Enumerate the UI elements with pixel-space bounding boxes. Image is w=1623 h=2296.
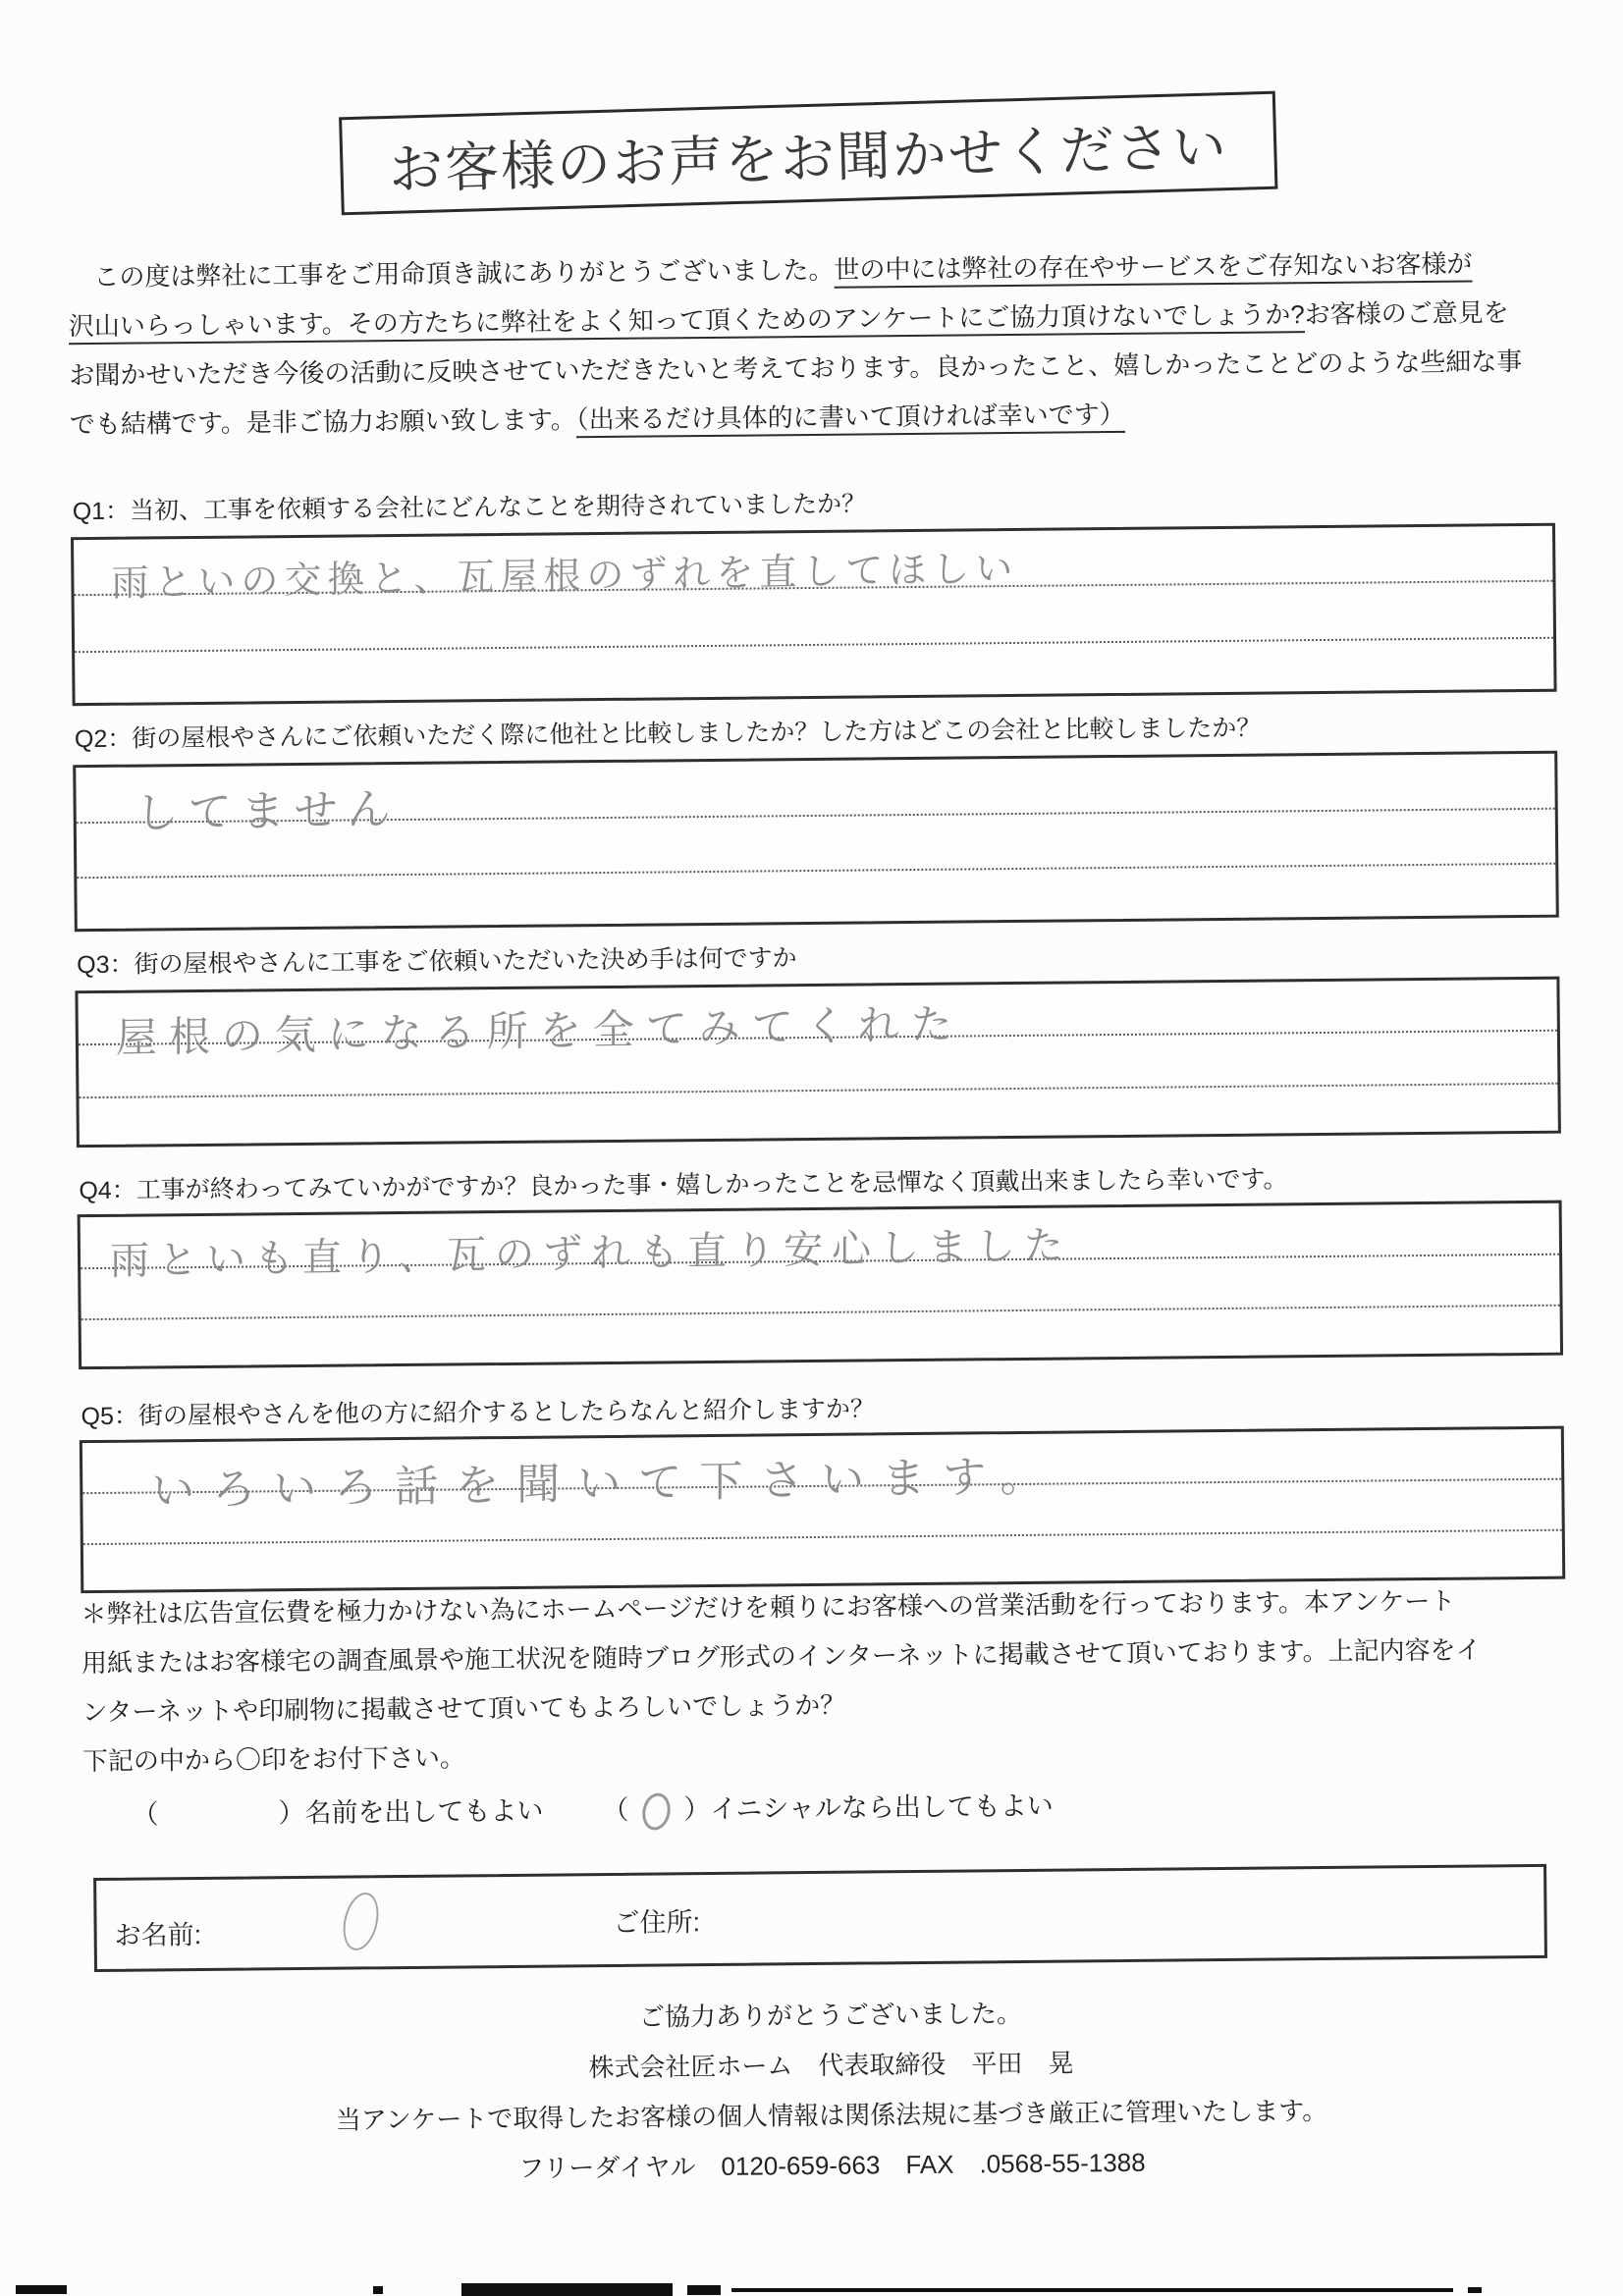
question-4-answer-box (78, 1201, 1563, 1370)
consent-options-row (132, 1780, 1506, 1835)
question-2-answer-box (73, 751, 1559, 933)
title-box (339, 91, 1277, 216)
handwritten-answer-3: 屋根の気になる所を全てみてくれた (115, 1000, 964, 1061)
question-5-answer-box (80, 1426, 1565, 1594)
consent-option-initial (602, 1785, 1054, 1831)
intro-line-3: お聞かせいただき今後の活動に反映させていただきたいと考えております。良かったこと、嬉しかったことどのような些細な事 (69, 347, 1523, 391)
intro-paragraph (68, 239, 1562, 450)
handwritten-circle-mark (639, 1790, 674, 1833)
handwritten-answer-4: 雨といも直り、瓦のずれも直り安心しました (110, 1224, 1072, 1284)
scan-artifact (731, 2288, 1453, 2292)
page-title: お客様のお声をお聞かせください (388, 115, 1229, 200)
paren-open: （ (602, 1794, 629, 1826)
scan-artifact (687, 2285, 721, 2295)
handwritten-answer-5: いろいろ話を聞いて下さいます。 (151, 1452, 1061, 1516)
name-label: お名前: (114, 1920, 202, 1950)
question-5-label: Q5：街の屋根やさんを他の方に紹介するとしたらなんと紹介しますか？ (81, 1395, 876, 1431)
scan-artifact (1468, 2287, 1482, 2293)
address-label: ご住所: (613, 1907, 701, 1938)
footer-thanks: ご協力ありがとうございました。 (638, 1998, 1023, 2032)
footer-phone: フリーダイヤル 0120-659-663 FAX .0568-55-1388 (518, 2147, 1146, 2183)
consent-option-name-label: ）名前を出してもよい (278, 1795, 544, 1829)
question-4-label: Q4：工事が終わってみていかがですか？良かった事・嬉しかったことを忌憚なく頂戴出来ましたら幸いです。 (79, 1165, 1288, 1205)
question-2-label: Q2：街の屋根やさんにご依頼いただく際に他社と比較しましたか？した方はどこの会社と比較しましたか？ (74, 714, 1262, 754)
closing-line-2: 用紙またはお客様宅の調査風景や施工状況を随時ブログ形式のインターネットに掲載させて頂いております。上記内容をイ (81, 1634, 1482, 1679)
closing-paragraph (81, 1575, 1575, 1787)
handwritten-answer-2: してません (135, 785, 401, 838)
closing-line-1: ＊弊社は広告宣伝費を極力かけない為にホームページだけを頼りにお客様への営業活動を行っております。本アンケート (81, 1585, 1456, 1629)
footer-company: 株式会社匠ホーム 代表取締役 平田 晃 (588, 2048, 1074, 2083)
question-3-label: Q3：街の屋根やさんに工事をご依頼いただいた決め手は何ですか (77, 944, 797, 980)
question-3-answer-box (75, 977, 1560, 1148)
question-1-label: Q1：当初、工事を依頼する会社にどんなことを期待されていましたか？ (72, 490, 867, 526)
handwritten-answer-1: 雨といの交換と、瓦屋根のずれを直してほしい (111, 548, 1019, 606)
footer (86, 1984, 1576, 2199)
consent-option-initial-label: ）イニシャルなら出してもよい (683, 1790, 1054, 1825)
question-1-answer-box (71, 523, 1557, 707)
footer-privacy: 当アンケートで取得したお客様の個人情報は関係法規に基づき厳正に管理いたします。 (335, 2096, 1328, 2135)
scan-artifact (373, 2286, 383, 2294)
consent-option-name (132, 1789, 543, 1836)
closing-line-4: 下記の中から〇印をお付下さい。 (81, 1742, 466, 1777)
intro-line-1: この度は弊社に工事をご用命頂き誠にありがとうございました。世の中には弊社の存在やサービスをご存知ないお客様が (68, 248, 1473, 293)
intro-line-4: でも結構です。是非ご協力お願い致します。（出来るだけ具体的に書いて頂ければ幸いです） (69, 399, 1125, 440)
closing-line-3: ンターネットや印刷物に掲載させて頂いてもよろしいでしょうか？ (81, 1689, 846, 1728)
scan-artifact (16, 2285, 67, 2294)
handwritten-circle-mark (338, 1889, 384, 1953)
paren-open: （ (132, 1799, 159, 1830)
scan-artifact (461, 2283, 673, 2296)
intro-line-2: 沢山いらっしゃいます。その方たちに弊社をよく知って頂くためのアンケートにご協力頂けないでしょうか?お客様のご意見を (69, 288, 1561, 351)
name-address-box (93, 1864, 1547, 1972)
